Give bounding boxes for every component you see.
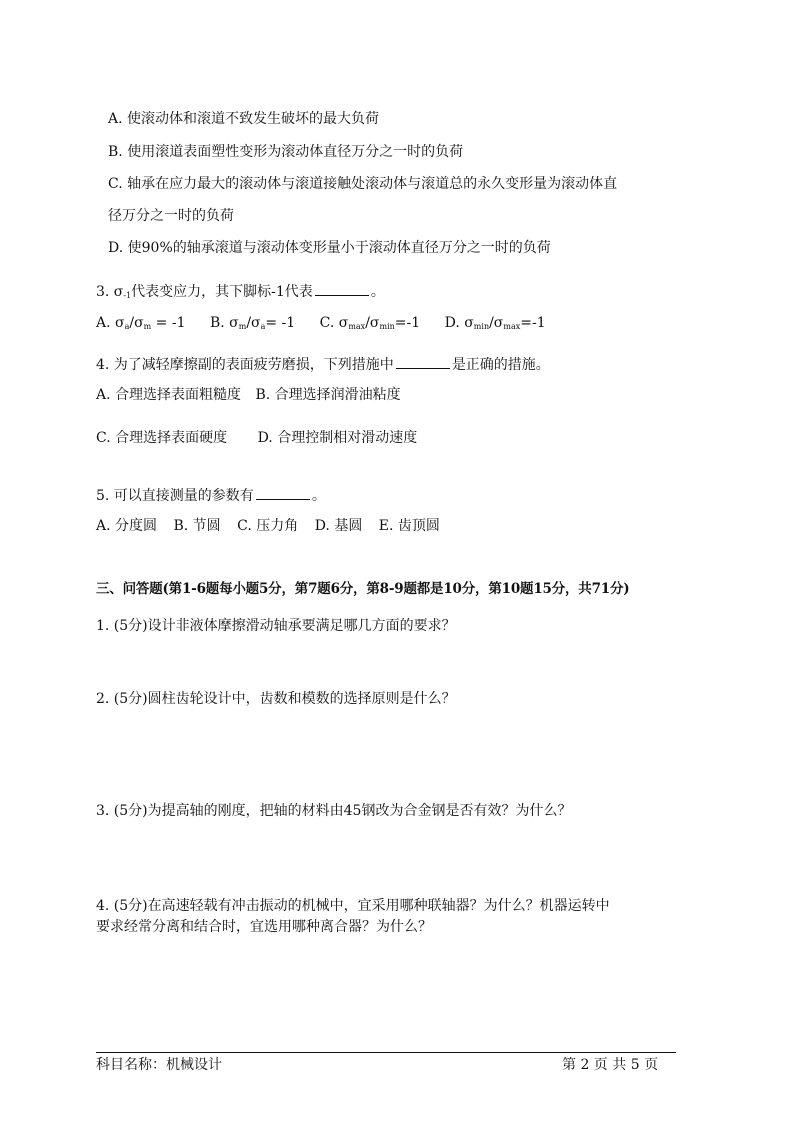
q3-stem [96,282,385,305]
q5-option-d: D. 基圆 [314,518,363,534]
q3-stem-subscript: -1 [123,291,132,300]
q4-options-row1 [96,386,401,404]
q4-answer-blank[interactable] [396,355,450,369]
q5-options [96,517,440,535]
q2-option-d: D. 使90%的轴承滚道与滚动体变形量小于滚动体直径万分之一时的负荷 [108,240,551,256]
q3-option-c: C. $\sigma_{max}/\sigma_{min}=-1$ [319,315,421,331]
q3-option-a: A. $\sigma_a/\sigma_m = -1$ [96,315,186,331]
q4-option-a: A. 合理选择表面粗糙度 [96,387,242,403]
question-4-line1: 4. (5分)在高速轻载有冲击振动的机械中，宜采用哪种联轴器？为什么？机器运转中 [96,898,610,914]
q5-option-e: E. 齿顶圆 [378,518,440,534]
q4-stem-text: 4. 为了减轻摩擦副的表面疲劳磨损，下列措施中 [96,357,394,373]
q4-option-b: B. 合理选择润滑油粘度 [255,387,401,403]
q5-stem-text: 5. 可以直接测量的参数有 [96,488,254,504]
q3-stem-end: 。 [370,284,385,300]
q5-stem [96,486,326,505]
q5-answer-blank[interactable] [256,486,310,500]
question-3: 3. (5分)为提高轴的刚度，把轴的材料由45钢改为合金钢是否有效？为什么？ [96,803,572,819]
q3-option-b: B. $\sigma_m/\sigma_a= -1$ [209,315,296,331]
q3-stem-text: 3. σ [96,284,124,300]
q5-stem-end: 。 [311,488,326,504]
q2-option-b: B. 使用滚道表面塑性变形为滚动体直径万分之一时的负荷 [108,144,464,160]
q4-option-d: D. 合理控制相对滑动速度 [257,430,418,446]
question-4-line2: 要求经常分离和结合时，宜选用哪种离合器？为什么？ [96,919,432,935]
q2-option-c-line2: 径万分之一时的负荷 [108,208,234,224]
question-1: 1. (5分)设计非液体摩擦滑动轴承要满足哪几方面的要求？ [96,618,456,634]
footer-page-number: 第 2 页 共 5 页 [562,1057,659,1073]
q2-option-a: A. 使滚动体和滚道不致发生破坏的最大负荷 [108,111,380,127]
q3-stem-text-2: 代表变应力，其下脚标-1代表 [131,284,313,300]
footer-divider [96,1052,676,1053]
q5-option-a: A. 分度圆 [96,518,158,534]
q4-stem [96,355,550,374]
q3-option-d: D. $\sigma_{min}/\sigma_{max}=-1$ [444,315,546,331]
q4-option-c: C. 合理选择表面硬度 [96,430,228,446]
footer-subject: 科目名称：机械设计 [96,1057,222,1073]
q4-options-row2 [96,429,417,447]
section-3-heading: 三、问答题(第1-6题每小题5分，第7题6分，第8-9题都是10分，第10题15分，共71分) [96,581,630,597]
q5-option-c: C. 压力角 [237,518,299,534]
q2-option-c-line1: C. 轴承在应力最大的滚动体与滚道接触处滚动体与滚道总的永久变形量为滚动体直 [108,176,618,192]
q3-options [96,314,566,336]
q4-stem-end: 是正确的措施。 [451,357,550,373]
question-2: 2. (5分)圆柱齿轮设计中，齿数和模数的选择原则是什么？ [96,691,456,707]
q5-option-b: B. 节圆 [173,518,221,534]
q3-answer-blank[interactable] [315,282,369,296]
